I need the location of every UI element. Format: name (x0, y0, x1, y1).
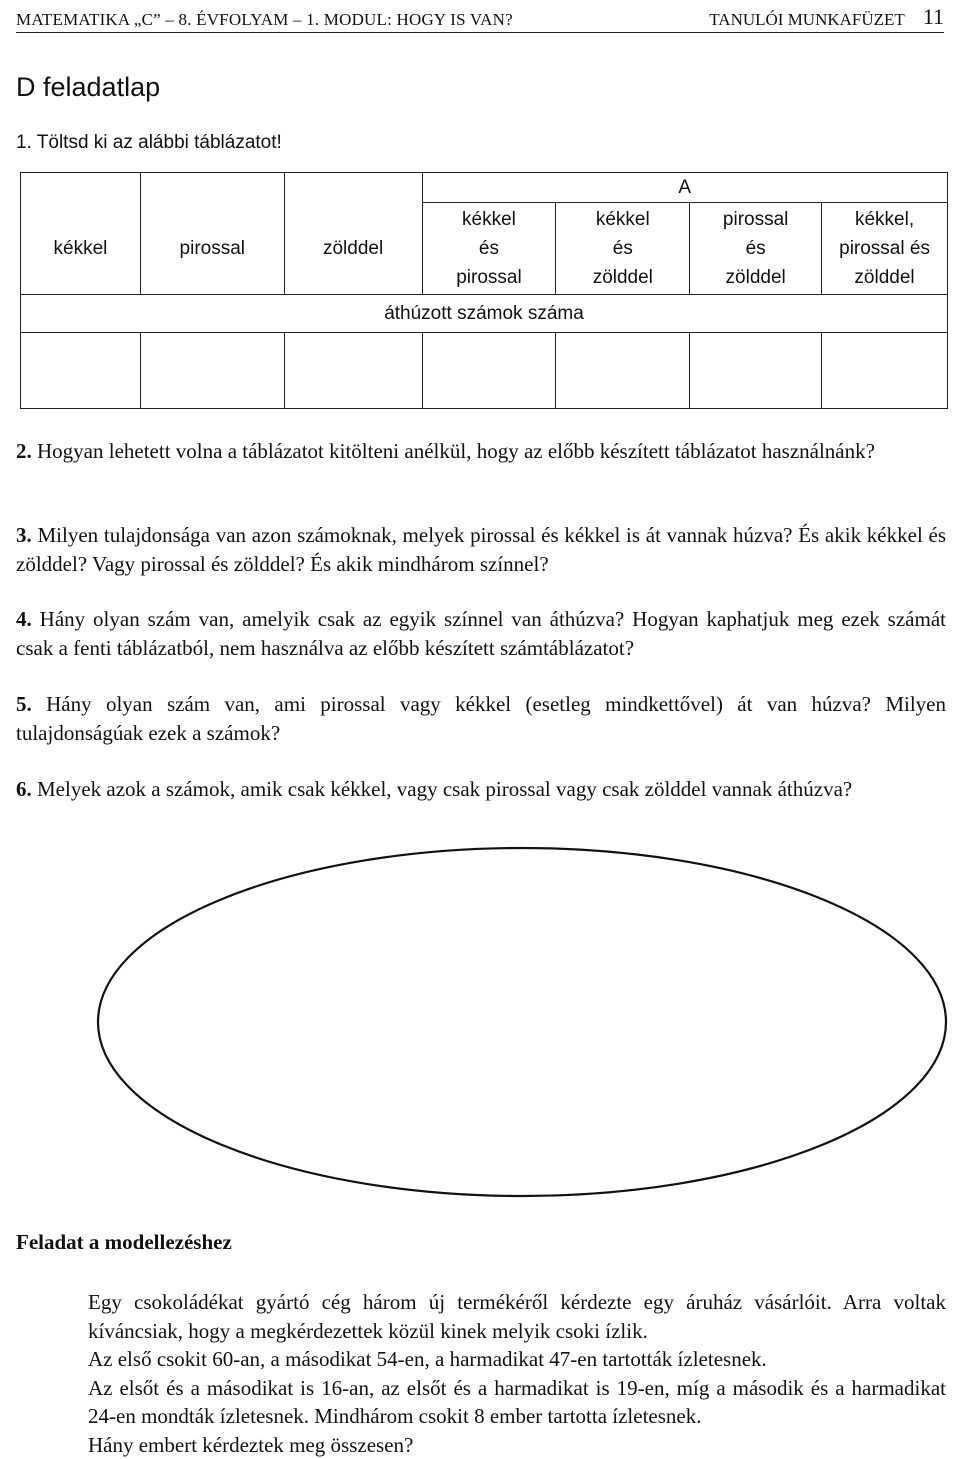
table-header-cell: kékkel és pirossal (422, 203, 556, 295)
table-bottom-label: áthúzott számok száma (21, 295, 948, 333)
model-paragraph: Egy csokoládékat gyártó cég három új termékéről kérdezte egy áruház vásárlóit. Arra voltak kíváncsiak, hogy a megkérdezettek közül kinek melyik csoki ízlik. (88, 1288, 946, 1345)
task-1-instruction: 1. Töltsd ki az alábbi táblázatot! (16, 132, 282, 154)
table-header-cell: kékkel és zölddel (556, 203, 690, 295)
table-header-cell: zölddel (284, 203, 422, 295)
question-2: 2. Hogyan lehetett volna a táblázatot kitölteni anélkül, hogy az előbb készített táblázatot használnánk? (16, 437, 946, 466)
question-6: 6. Melyek azok a számok, amik csak kékkel, vagy csak pirossal vagy csak zölddel vannak áthúzva? (16, 775, 946, 804)
question-5: 5. Hány olyan szám van, ami pirossal vagy kékkel (esetleg mindkettővel) át van húzva? Milyen tulajdonságúak ezek a számok? (16, 690, 946, 748)
table-header-cell: pirossal (140, 203, 284, 295)
page-number: 11 (923, 4, 944, 30)
table-top-label: A (422, 173, 947, 203)
model-paragraph: Az elsőt és a másodikat is 16-an, az elsőt és a harmadikat is 19-en, míg a második és a harmadikat 24-en mondták ízletesnek. Mindhárom csokit 8 ember tartotta ízletesnek. (88, 1374, 946, 1431)
worksheet-title: D feladatlap (16, 72, 160, 103)
model-section-title: Feladat a modellezéshez (16, 1230, 232, 1255)
question-4: 4. Hány olyan szám van, amelyik csak az egyik színnel van áthúzva? Hogyan kaphatjuk meg ezek számát csak a fenti táblázatból, nem használva az előbb készített számtáblázatot? (16, 605, 946, 663)
table-header-cell: kékkel (21, 203, 141, 295)
question-3: 3. Milyen tulajdonsága van azon számoknak, melyek pirossal és kékkel is át vannak húzva? És akik kékkel és zölddel? Vagy pirossal és zölddel? És akik mindhárom színnel? (16, 521, 946, 579)
table-header-cell: kékkel, pirossal és zölddel (822, 203, 948, 295)
header-module-title: MATEMATIKA „C” – 8. ÉVFOLYAM – 1. MODUL: HOGY IS VAN? (16, 10, 513, 30)
table-header-cell: pirossal és zölddel (690, 203, 822, 295)
header-workbook: TANULÓI MUNKAFÜZET (709, 10, 905, 30)
answer-ellipse-shape (98, 848, 946, 1196)
model-paragraph: Hány embert kérdeztek meg összesen? (88, 1431, 946, 1459)
model-task-text (88, 1288, 946, 1459)
model-paragraph: Az első csokit 60-an, a másodikat 54-en, a harmadikat 47-en tartották ízletesnek. (88, 1345, 946, 1374)
